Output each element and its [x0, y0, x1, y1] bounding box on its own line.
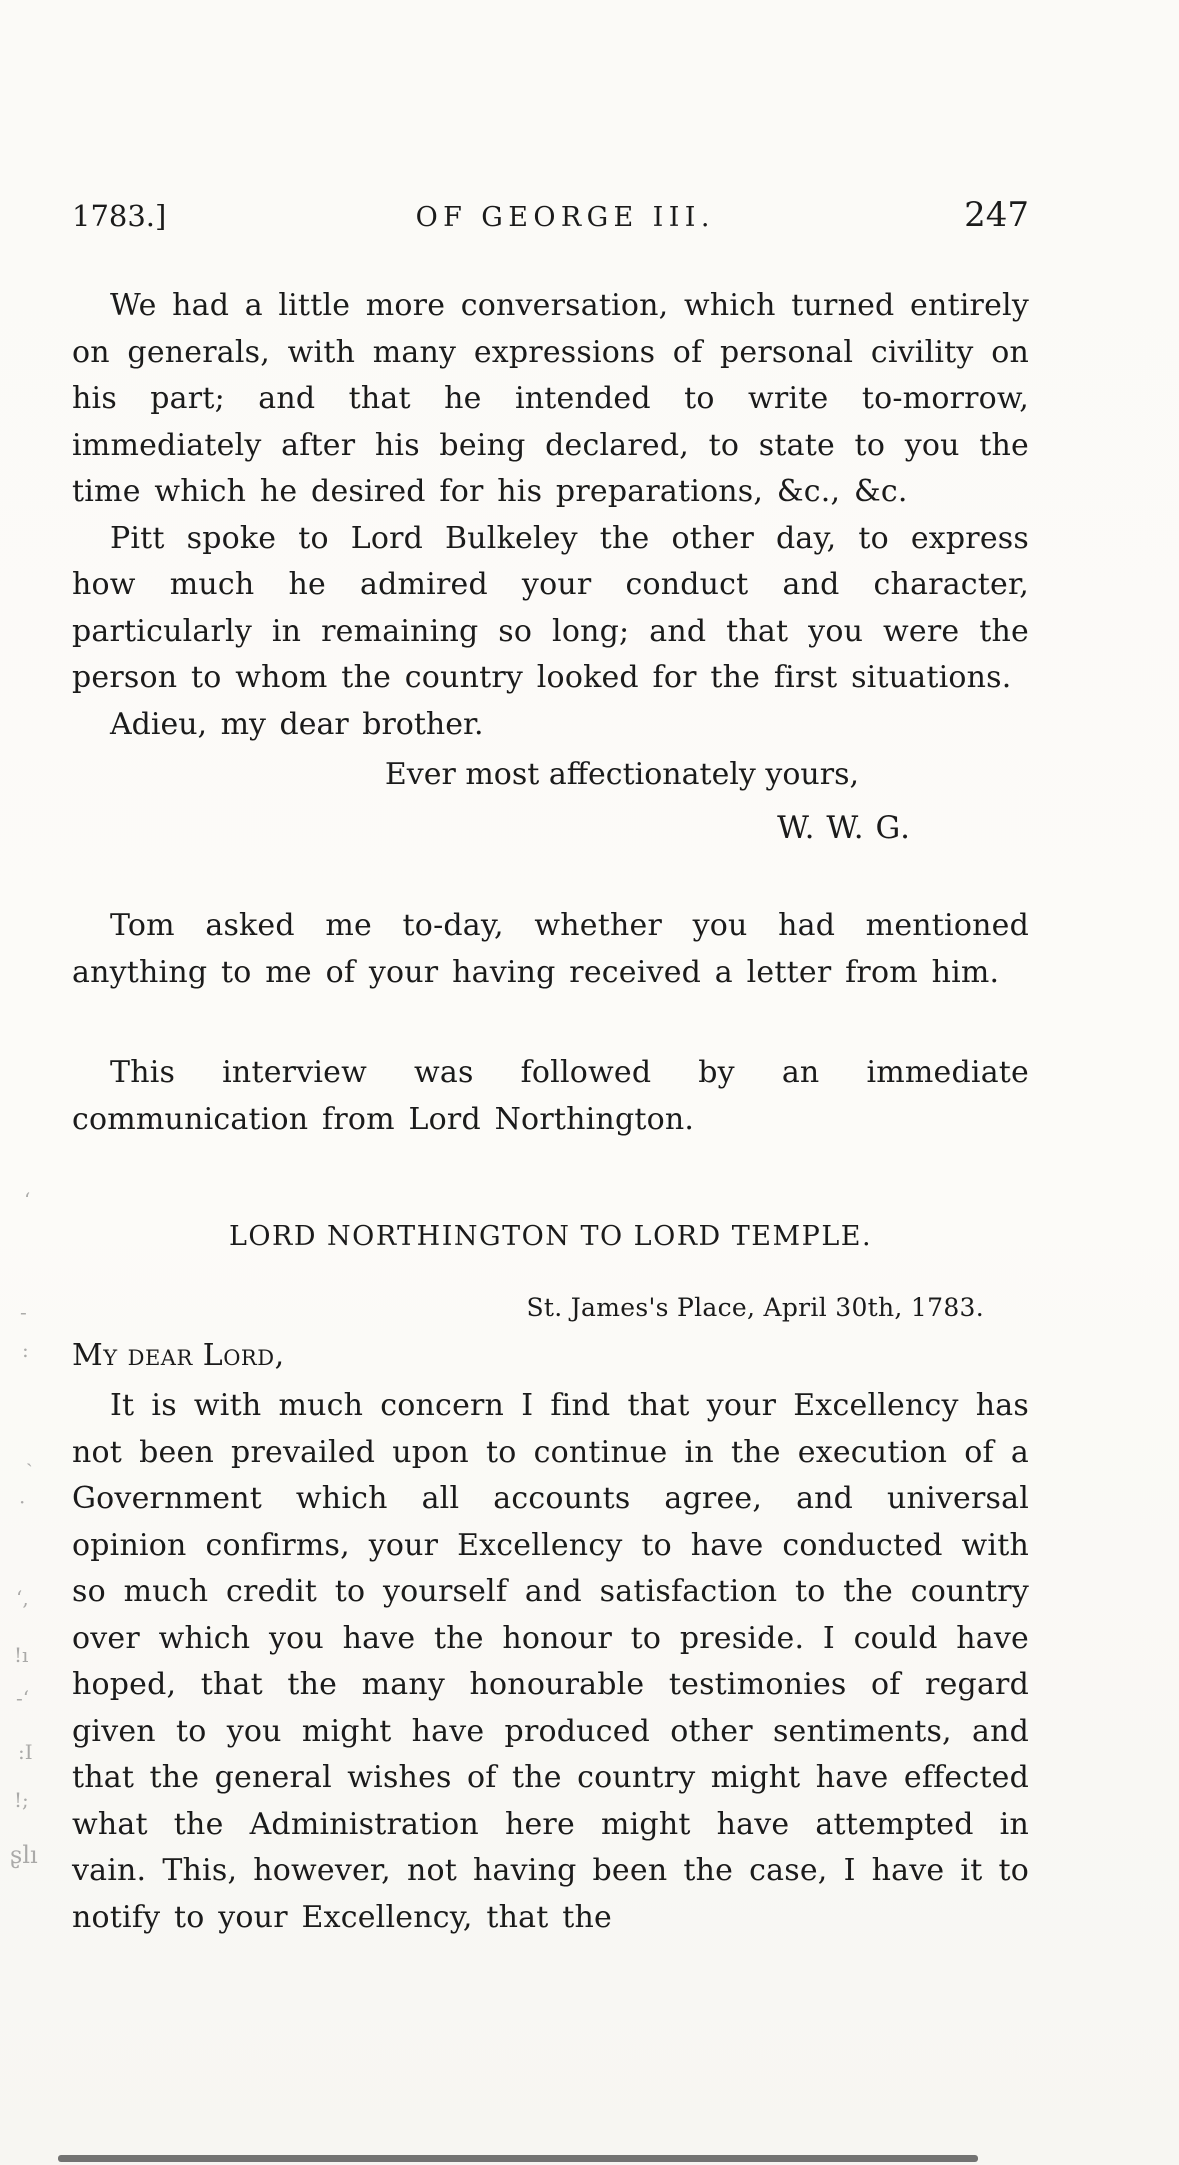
- margin-scan-artifact: :: [22, 1338, 29, 1362]
- margin-scan-artifact: ʻ,: [16, 1586, 29, 1610]
- letter-heading: LORD NORTHINGTON TO LORD TEMPLE.: [228, 1221, 873, 1252]
- margin-scan-artifact: !ı: [14, 1643, 29, 1667]
- letter-body-paragraph: It is with much concern I find that your Excellency has not been prevailed upon to continue in the execution of a Government which all accounts agree, and universal opinion confirms, your Excellency to have conducted with so much credit to yourself and satisfaction to the country over which you have the honour to preside. I could have hoped, that the many honourable testimonies of regard given to you might have produced other sentiments, and that the general wishes of the country might have effected what the Administration here might have attempted in vain. This, however, not having been the case, I have it to notify to your Excellency, that the: [72, 1388, 1029, 1935]
- margin-scan-artifact: ·: [19, 1490, 26, 1514]
- margin-scan-artifact: -ʻ: [16, 1686, 30, 1710]
- letter-farewell: Adieu, my dear brother.: [110, 706, 484, 742]
- margin-scan-artifact: ʂlı: [10, 1841, 38, 1869]
- letter-dateline: St. James's Place, April 30th, 1783.: [526, 1293, 984, 1322]
- margin-scan-artifact: -: [20, 1300, 27, 1324]
- margin-scan-artifact: :I: [18, 1740, 33, 1764]
- letter-postscript: Tom asked me to-day, whether you had mentioned anything to me of your having received a letter from him.: [72, 908, 1029, 990]
- running-title: OF GEORGE III.: [415, 202, 715, 233]
- letter-valediction: Ever most affectionately yours,: [384, 757, 859, 792]
- margin-scan-artifact: !;: [14, 1788, 29, 1812]
- margin-scan-artifact: ˏ: [26, 1443, 33, 1467]
- narrative-paragraph: This interview was followed by an immediate communication from Lord Northington.: [72, 1055, 1029, 1137]
- page-header: [72, 195, 1029, 235]
- margin-scan-artifact: ʻ: [24, 1188, 31, 1212]
- page-number: 247: [964, 195, 1029, 235]
- scan-bottom-edge: [58, 2155, 978, 2162]
- letter-paragraph: We had a little more conversation, which turned entirely on generals, with many expressions of personal civility on his part; and that he intended to write to-morrow, immediately after his being declared, to state to you the time which he desired for his preparations, &c., &c.: [72, 288, 1029, 509]
- letter-paragraph: Pitt spoke to Lord Bulkeley the other day, to express how much he admired your conduct and character, particularly in remaining so long; and that you were the person to whom the country looked for the first situations.: [72, 520, 1029, 695]
- letter-signature: W. W. G.: [777, 809, 911, 846]
- letter-salutation: My dear Lord,: [72, 1338, 285, 1373]
- year-marker: 1783.]: [72, 199, 167, 233]
